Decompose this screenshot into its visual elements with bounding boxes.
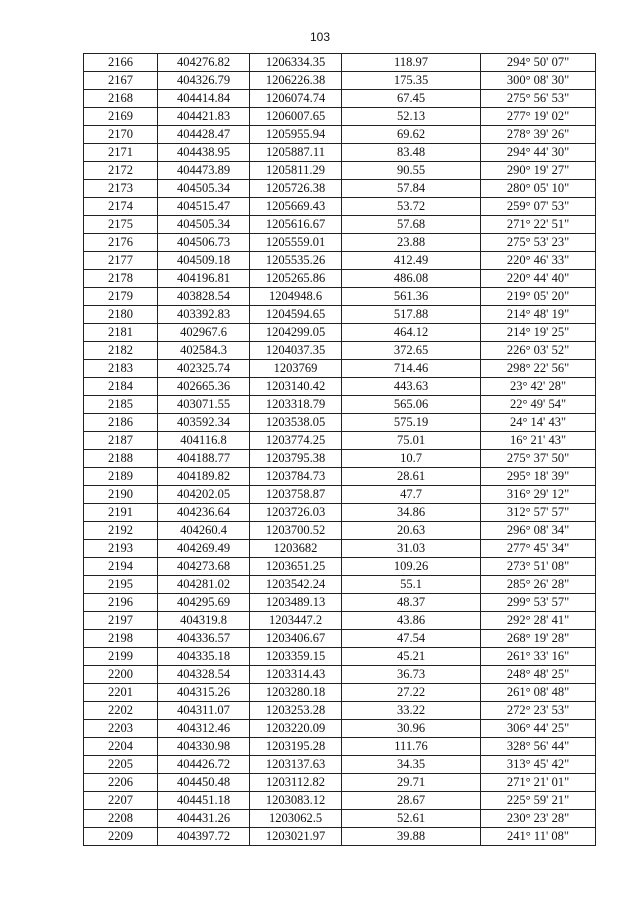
x-coordinate-cell: 402665.36 <box>158 378 250 396</box>
y-coordinate-cell: 1203542.24 <box>250 576 342 594</box>
point-id-cell: 2186 <box>84 414 158 432</box>
table-row <box>84 198 596 216</box>
table-row <box>84 666 596 684</box>
x-coordinate-cell: 404189.82 <box>158 468 250 486</box>
point-id-cell: 2194 <box>84 558 158 576</box>
table-row <box>84 126 596 144</box>
bearing-cell: 248° 48' 25" <box>481 666 596 684</box>
y-coordinate-cell: 1203538.05 <box>250 414 342 432</box>
y-coordinate-cell: 1203220.09 <box>250 720 342 738</box>
distance-cell: 33.22 <box>342 702 481 720</box>
y-coordinate-cell: 1203314.43 <box>250 666 342 684</box>
distance-cell: 561.36 <box>342 288 481 306</box>
point-id-cell: 2179 <box>84 288 158 306</box>
y-coordinate-cell: 1203758.87 <box>250 486 342 504</box>
y-coordinate-cell: 1203769 <box>250 360 342 378</box>
table-row <box>84 792 596 810</box>
distance-cell: 28.67 <box>342 792 481 810</box>
distance-cell: 28.61 <box>342 468 481 486</box>
y-coordinate-cell: 1206226.38 <box>250 72 342 90</box>
x-coordinate-cell: 404450.48 <box>158 774 250 792</box>
bearing-cell: 292° 28' 41" <box>481 612 596 630</box>
page-number: 103 <box>309 30 331 44</box>
bearing-cell: 23° 42' 28" <box>481 378 596 396</box>
x-coordinate-cell: 404188.77 <box>158 450 250 468</box>
table-row <box>84 468 596 486</box>
point-id-cell: 2195 <box>84 576 158 594</box>
y-coordinate-cell: 1203062.5 <box>250 810 342 828</box>
bearing-cell: 219° 05' 20" <box>481 288 596 306</box>
point-id-cell: 2193 <box>84 540 158 558</box>
x-coordinate-cell: 404515.47 <box>158 198 250 216</box>
x-coordinate-cell: 404319.8 <box>158 612 250 630</box>
y-coordinate-cell: 1203318.79 <box>250 396 342 414</box>
distance-cell: 31.03 <box>342 540 481 558</box>
bearing-cell: 328° 56' 44" <box>481 738 596 756</box>
point-id-cell: 2169 <box>84 108 158 126</box>
point-id-cell: 2203 <box>84 720 158 738</box>
y-coordinate-cell: 1203195.28 <box>250 738 342 756</box>
distance-cell: 34.86 <box>342 504 481 522</box>
x-coordinate-cell: 404328.54 <box>158 666 250 684</box>
y-coordinate-cell: 1203795.38 <box>250 450 342 468</box>
bearing-cell: 306° 44' 25" <box>481 720 596 738</box>
bearing-cell: 220° 46' 33" <box>481 252 596 270</box>
point-id-cell: 2185 <box>84 396 158 414</box>
bearing-cell: 300° 08' 30" <box>481 72 596 90</box>
coordinate-table-body <box>84 54 596 846</box>
x-coordinate-cell: 404116.8 <box>158 432 250 450</box>
x-coordinate-cell: 404428.47 <box>158 126 250 144</box>
table-row <box>84 90 596 108</box>
point-id-cell: 2199 <box>84 648 158 666</box>
bearing-cell: 214° 48' 19" <box>481 306 596 324</box>
bearing-cell: 259° 07' 53" <box>481 198 596 216</box>
y-coordinate-cell: 1203682 <box>250 540 342 558</box>
x-coordinate-cell: 402325.74 <box>158 360 250 378</box>
y-coordinate-cell: 1203112.82 <box>250 774 342 792</box>
table-row <box>84 720 596 738</box>
point-id-cell: 2191 <box>84 504 158 522</box>
table-row <box>84 486 596 504</box>
x-coordinate-cell: 404281.02 <box>158 576 250 594</box>
x-coordinate-cell: 404426.72 <box>158 756 250 774</box>
distance-cell: 111.76 <box>342 738 481 756</box>
table-row <box>84 414 596 432</box>
y-coordinate-cell: 1204594.65 <box>250 306 342 324</box>
point-id-cell: 2177 <box>84 252 158 270</box>
distance-cell: 55.1 <box>342 576 481 594</box>
bearing-cell: 268° 19' 28" <box>481 630 596 648</box>
point-id-cell: 2201 <box>84 684 158 702</box>
y-coordinate-cell: 1205669.43 <box>250 198 342 216</box>
bearing-cell: 214° 19' 25" <box>481 324 596 342</box>
table-row <box>84 162 596 180</box>
y-coordinate-cell: 1205616.67 <box>250 216 342 234</box>
distance-cell: 69.62 <box>342 126 481 144</box>
table-row <box>84 324 596 342</box>
point-id-cell: 2192 <box>84 522 158 540</box>
table-row <box>84 396 596 414</box>
distance-cell: 30.96 <box>342 720 481 738</box>
y-coordinate-cell: 1203447.2 <box>250 612 342 630</box>
distance-cell: 36.73 <box>342 666 481 684</box>
table-row <box>84 738 596 756</box>
point-id-cell: 2183 <box>84 360 158 378</box>
y-coordinate-cell: 1203083.12 <box>250 792 342 810</box>
point-id-cell: 2209 <box>84 828 158 846</box>
x-coordinate-cell: 404202.05 <box>158 486 250 504</box>
y-coordinate-cell: 1203406.67 <box>250 630 342 648</box>
x-coordinate-cell: 404315.26 <box>158 684 250 702</box>
x-coordinate-cell: 404473.89 <box>158 162 250 180</box>
distance-cell: 52.13 <box>342 108 481 126</box>
table-row <box>84 504 596 522</box>
point-id-cell: 2188 <box>84 450 158 468</box>
x-coordinate-cell: 404326.79 <box>158 72 250 90</box>
point-id-cell: 2190 <box>84 486 158 504</box>
table-row <box>84 234 596 252</box>
point-id-cell: 2206 <box>84 774 158 792</box>
x-coordinate-cell: 404421.83 <box>158 108 250 126</box>
bearing-cell: 277° 19' 02" <box>481 108 596 126</box>
point-id-cell: 2184 <box>84 378 158 396</box>
distance-cell: 27.22 <box>342 684 481 702</box>
point-id-cell: 2205 <box>84 756 158 774</box>
bearing-cell: 280° 05' 10" <box>481 180 596 198</box>
bearing-cell: 295° 18' 39" <box>481 468 596 486</box>
table-row <box>84 630 596 648</box>
table-row <box>84 522 596 540</box>
y-coordinate-cell: 1206007.65 <box>250 108 342 126</box>
distance-cell: 565.06 <box>342 396 481 414</box>
distance-cell: 47.54 <box>342 630 481 648</box>
distance-cell: 83.48 <box>342 144 481 162</box>
point-id-cell: 2197 <box>84 612 158 630</box>
x-coordinate-cell: 404451.18 <box>158 792 250 810</box>
x-coordinate-cell: 403592.34 <box>158 414 250 432</box>
point-id-cell: 2173 <box>84 180 158 198</box>
bearing-cell: 313° 45' 42" <box>481 756 596 774</box>
x-coordinate-cell: 404276.82 <box>158 54 250 72</box>
table-row <box>84 558 596 576</box>
point-id-cell: 2202 <box>84 702 158 720</box>
point-id-cell: 2175 <box>84 216 158 234</box>
bearing-cell: 261° 33' 16" <box>481 648 596 666</box>
bearing-cell: 278° 39' 26" <box>481 126 596 144</box>
table-row <box>84 612 596 630</box>
bearing-cell: 290° 19' 27" <box>481 162 596 180</box>
table-row <box>84 288 596 306</box>
distance-cell: 47.7 <box>342 486 481 504</box>
bearing-cell: 312° 57' 57" <box>481 504 596 522</box>
table-row <box>84 432 596 450</box>
distance-cell: 20.63 <box>342 522 481 540</box>
bearing-cell: 285° 26' 28" <box>481 576 596 594</box>
distance-cell: 90.55 <box>342 162 481 180</box>
bearing-cell: 298° 22' 56" <box>481 360 596 378</box>
y-coordinate-cell: 1205535.26 <box>250 252 342 270</box>
table-row <box>84 450 596 468</box>
x-coordinate-cell: 404506.73 <box>158 234 250 252</box>
bearing-cell: 275° 37' 50" <box>481 450 596 468</box>
bearing-cell: 275° 56' 53" <box>481 90 596 108</box>
distance-cell: 23.88 <box>342 234 481 252</box>
x-coordinate-cell: 402584.3 <box>158 342 250 360</box>
y-coordinate-cell: 1205955.94 <box>250 126 342 144</box>
point-id-cell: 2208 <box>84 810 158 828</box>
bearing-cell: 225° 59' 21" <box>481 792 596 810</box>
bearing-cell: 294° 50' 07" <box>481 54 596 72</box>
bearing-cell: 299° 53' 57" <box>481 594 596 612</box>
distance-cell: 43.86 <box>342 612 481 630</box>
point-id-cell: 2180 <box>84 306 158 324</box>
distance-cell: 575.19 <box>342 414 481 432</box>
point-id-cell: 2189 <box>84 468 158 486</box>
coordinate-table <box>83 53 596 846</box>
distance-cell: 443.63 <box>342 378 481 396</box>
y-coordinate-cell: 1203489.13 <box>250 594 342 612</box>
y-coordinate-cell: 1203253.28 <box>250 702 342 720</box>
distance-cell: 118.97 <box>342 54 481 72</box>
bearing-cell: 16° 21' 43" <box>481 432 596 450</box>
distance-cell: 57.84 <box>342 180 481 198</box>
x-coordinate-cell: 403828.54 <box>158 288 250 306</box>
bearing-cell: 226° 03' 52" <box>481 342 596 360</box>
bearing-cell: 24° 14' 43" <box>481 414 596 432</box>
distance-cell: 10.7 <box>342 450 481 468</box>
x-coordinate-cell: 404431.26 <box>158 810 250 828</box>
table-row <box>84 270 596 288</box>
x-coordinate-cell: 404273.68 <box>158 558 250 576</box>
y-coordinate-cell: 1203700.52 <box>250 522 342 540</box>
distance-cell: 486.08 <box>342 270 481 288</box>
x-coordinate-cell: 404312.46 <box>158 720 250 738</box>
table-row <box>84 828 596 846</box>
x-coordinate-cell: 403392.83 <box>158 306 250 324</box>
table-row <box>84 72 596 90</box>
x-coordinate-cell: 404330.98 <box>158 738 250 756</box>
table-row <box>84 54 596 72</box>
point-id-cell: 2168 <box>84 90 158 108</box>
distance-cell: 34.35 <box>342 756 481 774</box>
point-id-cell: 2170 <box>84 126 158 144</box>
x-coordinate-cell: 404438.95 <box>158 144 250 162</box>
distance-cell: 48.37 <box>342 594 481 612</box>
x-coordinate-cell: 404236.64 <box>158 504 250 522</box>
bearing-cell: 220° 44' 40" <box>481 270 596 288</box>
x-coordinate-cell: 404335.18 <box>158 648 250 666</box>
distance-cell: 45.21 <box>342 648 481 666</box>
bearing-cell: 271° 21' 01" <box>481 774 596 792</box>
table-row <box>84 342 596 360</box>
distance-cell: 175.35 <box>342 72 481 90</box>
x-coordinate-cell: 402967.6 <box>158 324 250 342</box>
bearing-cell: 230° 23' 28" <box>481 810 596 828</box>
point-id-cell: 2182 <box>84 342 158 360</box>
x-coordinate-cell: 404311.07 <box>158 702 250 720</box>
bearing-cell: 294° 44' 30" <box>481 144 596 162</box>
table-row <box>84 774 596 792</box>
table-row <box>84 216 596 234</box>
y-coordinate-cell: 1203359.15 <box>250 648 342 666</box>
point-id-cell: 2207 <box>84 792 158 810</box>
y-coordinate-cell: 1206074.74 <box>250 90 342 108</box>
y-coordinate-cell: 1203137.63 <box>250 756 342 774</box>
x-coordinate-cell: 404505.34 <box>158 216 250 234</box>
y-coordinate-cell: 1203784.73 <box>250 468 342 486</box>
y-coordinate-cell: 1206334.35 <box>250 54 342 72</box>
distance-cell: 29.71 <box>342 774 481 792</box>
distance-cell: 57.68 <box>342 216 481 234</box>
y-coordinate-cell: 1203726.03 <box>250 504 342 522</box>
distance-cell: 372.65 <box>342 342 481 360</box>
distance-cell: 464.12 <box>342 324 481 342</box>
bearing-cell: 296° 08' 34" <box>481 522 596 540</box>
y-coordinate-cell: 1203774.25 <box>250 432 342 450</box>
distance-cell: 714.46 <box>342 360 481 378</box>
x-coordinate-cell: 404509.18 <box>158 252 250 270</box>
x-coordinate-cell: 404260.4 <box>158 522 250 540</box>
table-row <box>84 306 596 324</box>
x-coordinate-cell: 404336.57 <box>158 630 250 648</box>
y-coordinate-cell: 1205887.11 <box>250 144 342 162</box>
distance-cell: 53.72 <box>342 198 481 216</box>
table-row <box>84 648 596 666</box>
bearing-cell: 272° 23' 53" <box>481 702 596 720</box>
bearing-cell: 275° 53' 23" <box>481 234 596 252</box>
table-row <box>84 378 596 396</box>
x-coordinate-cell: 404414.84 <box>158 90 250 108</box>
point-id-cell: 2200 <box>84 666 158 684</box>
point-id-cell: 2187 <box>84 432 158 450</box>
table-row <box>84 684 596 702</box>
table-row <box>84 702 596 720</box>
point-id-cell: 2198 <box>84 630 158 648</box>
distance-cell: 52.61 <box>342 810 481 828</box>
y-coordinate-cell: 1203280.18 <box>250 684 342 702</box>
table-row <box>84 144 596 162</box>
point-id-cell: 2167 <box>84 72 158 90</box>
point-id-cell: 2166 <box>84 54 158 72</box>
point-id-cell: 2178 <box>84 270 158 288</box>
bearing-cell: 22° 49' 54" <box>481 396 596 414</box>
y-coordinate-cell: 1203651.25 <box>250 558 342 576</box>
distance-cell: 109.26 <box>342 558 481 576</box>
table-row <box>84 756 596 774</box>
bearing-cell: 241° 11' 08" <box>481 828 596 846</box>
bearing-cell: 273° 51' 08" <box>481 558 596 576</box>
table-row <box>84 594 596 612</box>
point-id-cell: 2196 <box>84 594 158 612</box>
point-id-cell: 2204 <box>84 738 158 756</box>
x-coordinate-cell: 404196.81 <box>158 270 250 288</box>
table-row <box>84 360 596 378</box>
table-row <box>84 252 596 270</box>
bearing-cell: 277° 45' 34" <box>481 540 596 558</box>
x-coordinate-cell: 404269.49 <box>158 540 250 558</box>
y-coordinate-cell: 1205265.86 <box>250 270 342 288</box>
distance-cell: 67.45 <box>342 90 481 108</box>
table-row <box>84 540 596 558</box>
y-coordinate-cell: 1205726.38 <box>250 180 342 198</box>
y-coordinate-cell: 1203140.42 <box>250 378 342 396</box>
x-coordinate-cell: 404295.69 <box>158 594 250 612</box>
point-id-cell: 2172 <box>84 162 158 180</box>
bearing-cell: 261° 08' 48" <box>481 684 596 702</box>
distance-cell: 39.88 <box>342 828 481 846</box>
x-coordinate-cell: 404505.34 <box>158 180 250 198</box>
point-id-cell: 2174 <box>84 198 158 216</box>
table-row <box>84 576 596 594</box>
y-coordinate-cell: 1204299.05 <box>250 324 342 342</box>
x-coordinate-cell: 403071.55 <box>158 396 250 414</box>
x-coordinate-cell: 404397.72 <box>158 828 250 846</box>
point-id-cell: 2176 <box>84 234 158 252</box>
y-coordinate-cell: 1204037.35 <box>250 342 342 360</box>
bearing-cell: 271° 22' 51" <box>481 216 596 234</box>
y-coordinate-cell: 1205811.29 <box>250 162 342 180</box>
point-id-cell: 2171 <box>84 144 158 162</box>
distance-cell: 412.49 <box>342 252 481 270</box>
y-coordinate-cell: 1204948.6 <box>250 288 342 306</box>
table-row <box>84 108 596 126</box>
y-coordinate-cell: 1203021.97 <box>250 828 342 846</box>
distance-cell: 75.01 <box>342 432 481 450</box>
table-row <box>84 810 596 828</box>
point-id-cell: 2181 <box>84 324 158 342</box>
y-coordinate-cell: 1205559.01 <box>250 234 342 252</box>
distance-cell: 517.88 <box>342 306 481 324</box>
bearing-cell: 316° 29' 12" <box>481 486 596 504</box>
table-row <box>84 180 596 198</box>
